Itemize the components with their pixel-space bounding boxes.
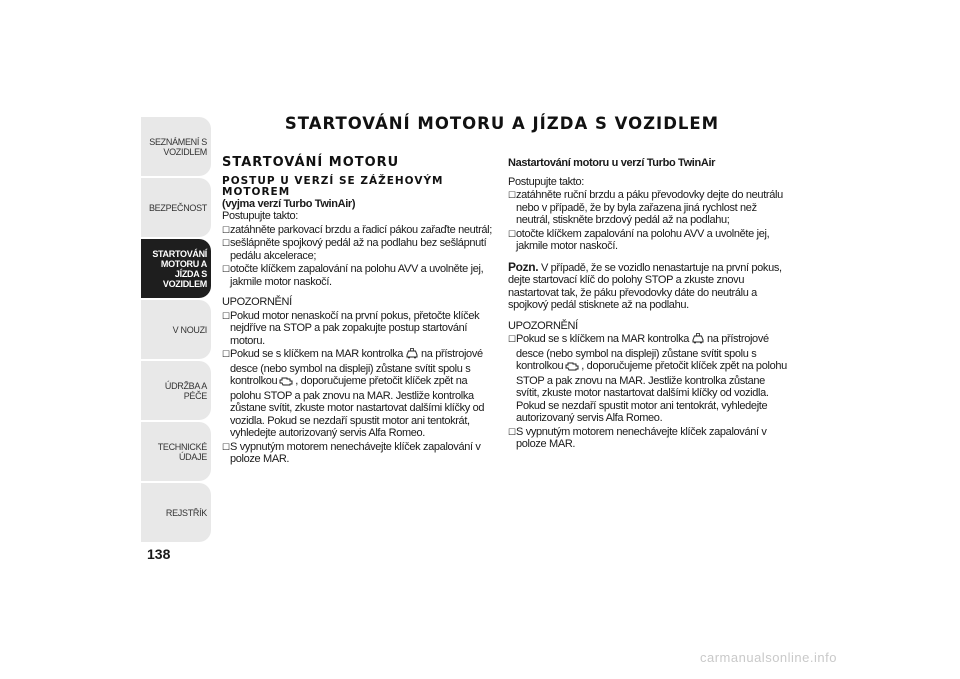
warning-title: UPOZORNĚNÍ <box>508 319 578 332</box>
bullet-icon: ☐ <box>508 228 516 239</box>
bullet-icon: ☐ <box>508 190 516 200</box>
engine-check-icon <box>565 361 579 375</box>
bullet-icon: ☐ <box>222 238 230 248</box>
warning-item: ☐ Pokud motor nenaskočí na první pokus, přetočte klíček nejdříve na STOP a pak zopakujte postup startování motoru. <box>222 309 480 347</box>
tab-startovani[interactable]: STARTOVÁNÍ MOTORU A JÍZDA S VOZIDLEM <box>141 239 211 298</box>
list-item: ☐ zatáhněte parkovací brzdu a řadicí pákou zařaďte neutrál; <box>222 223 492 236</box>
subsection-heading: POSTUP U VERZÍ SE ZÁŽEHOVÝM MOTOREM <box>222 174 444 198</box>
warning-item: ☐ Pokud se s klíčkem na MAR kontrolka na přístrojové desce (nebo symbol na displeji) zůstane svítit spolu s kontrolkou , doporučujeme přetočit klíček zpět na polohu STOP a pak znovu na MAR. Jestliže kontrolka zůstane svítit, zkuste motor nastartovat dalšími klíčky od vozidla. Pokud se nezdaří spustit motor ani tentokrát, vyhledejte autorizovaný servis Alfa Romeo. <box>508 333 787 424</box>
watermark: carmanualsonline.info <box>700 650 837 665</box>
car-lock-icon <box>691 333 705 348</box>
chapter-sidebar <box>141 117 211 544</box>
bullet-icon: ☐ <box>222 441 230 452</box>
tab-technicke-udaje[interactable]: TECHNICKÉ ÚDAJE <box>141 422 211 481</box>
page-number: 138 <box>147 546 171 562</box>
warning-item: ☐ Pokud se s klíčkem na MAR kontrolka na přístrojové desce (nebo symbol na displeji) zůstane svítit spolu s kontrolkou , doporučujeme přetočit klíček zpět na polohu STOP a pak znovu na MAR. Jestliže kontrolka zůstane svítit, zkuste motor nastartovat dalšími klíčky od vozidla. Pokud se nezdaří spustit motor ani tentokrát, vyhledejte autorizovaný servis Alfa Romeo. <box>222 348 485 439</box>
left-column <box>222 157 497 466</box>
bullet-icon: ☐ <box>222 264 230 274</box>
tab-v-nouzi[interactable]: V NOUZI <box>141 300 211 359</box>
intro-text: Postupujte takto: <box>508 175 584 188</box>
bullet-icon: ☐ <box>508 334 516 344</box>
bullet-icon: ☐ <box>222 224 230 235</box>
bullet-icon: ☐ <box>508 426 516 437</box>
page-title: STARTOVÁNÍ MOTORU A JÍZDA S VOZIDLEM <box>284 114 720 133</box>
list-item: ☐ otočte klíčkem zapalování na polohu AVV a uvolněte jej, jakmile motor naskočí. <box>508 227 770 252</box>
list-item: ☐ zatáhněte ruční brzdu a páku převodovky dejte do neutrálu nebo v případě, že by byla zařazena jiná rychlost než neutrál, stiskněte brzdový pedál až na podlahu; <box>508 189 783 226</box>
right-column <box>508 157 790 451</box>
list-item: ☐ sešlápněte spojkový pedál až na podlahu bez sešlápnutí pedálu akcelerace; <box>222 237 487 262</box>
bullet-icon: ☐ <box>222 310 230 321</box>
tab-seznameni[interactable]: SEZNÁMENÍ S VOZIDLEM <box>141 117 211 176</box>
note-paragraph: Pozn. V případě, že se vozidlo nenastartuje na první pokus, dejte startovací klíč do polohy STOP a zkuste znovu nastartovat tak, že páku převodovky dáte do neutrálu a spojkový pedál stisknete až na podlahu. <box>508 259 782 311</box>
twinair-heading: Nastartování motoru u verzí Turbo TwinAir <box>508 157 716 169</box>
warning-title: UPOZORNĚNÍ <box>222 296 292 308</box>
car-lock-icon <box>405 348 419 363</box>
tab-rejstrik[interactable]: REJSTŘÍK <box>141 483 211 542</box>
warning-item: ☐ S vypnutým motorem nenechávejte klíček zapalování v poloze MAR. <box>508 425 767 450</box>
tab-bezpecnost[interactable]: BEZPEČNOST <box>141 178 211 237</box>
subsection-note: (vyjma verzí Turbo TwinAir) <box>222 197 356 210</box>
note-label: Pozn. <box>508 259 539 274</box>
bullet-icon: ☐ <box>222 349 230 359</box>
tab-udrzba[interactable]: ÚDRŽBA A PÉČE <box>141 361 211 420</box>
list-item: ☐ otočte klíčkem zapalování na polohu AVV a uvolněte jej, jakmile motor naskočí. <box>222 263 484 288</box>
warning-item: ☐ S vypnutým motorem nenechávejte klíček zapalování v poloze MAR. <box>222 440 481 465</box>
intro-text: Postupujte takto: <box>222 210 298 222</box>
section-heading: STARTOVÁNÍ MOTORU <box>222 155 400 170</box>
engine-check-icon <box>279 376 293 390</box>
